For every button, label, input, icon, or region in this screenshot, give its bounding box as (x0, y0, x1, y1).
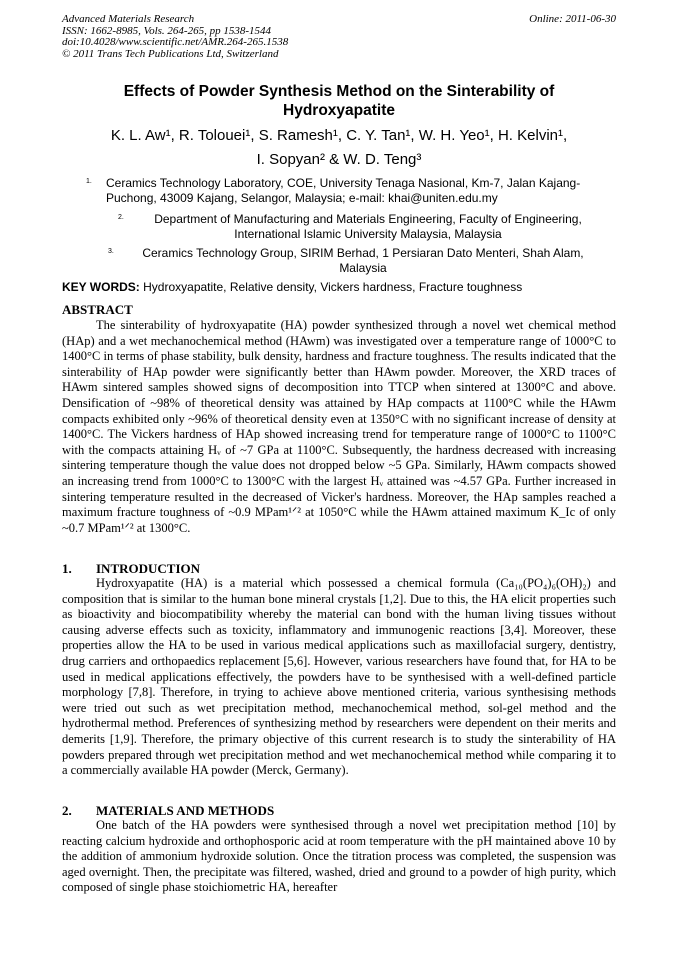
section-1-heading (62, 561, 616, 577)
affiliation-mark: 2. (118, 214, 124, 221)
affiliation-line: Puchong, 43009 Kajang, Selangor, Malaysia; e-mail: khai@uniten.edu.my (106, 191, 498, 205)
authors-line-1: K. L. Aw¹, R. Tolouei¹, S. Ramesh¹, C. Y. Tan¹, W. H. Yeo¹, H. Kelvin¹, (110, 127, 568, 144)
section-title: INTRODUCTION (96, 561, 201, 576)
keywords-text: Hydroxyapatite, Relative density, Vickers hardness, Fracture toughness (143, 280, 523, 294)
authors-line-2: I. Sopyan² & W. D. Teng³ (256, 151, 422, 168)
section-2-heading (62, 803, 616, 819)
keywords-label: KEY WORDS: (62, 280, 140, 294)
affiliation-line: International Islamic University Malaysia, Malaysia (234, 227, 502, 241)
paper-title (62, 82, 616, 120)
journal-header (62, 14, 616, 60)
abstract-text: The sinterability of hydroxyapatite (HA) powder synthesized through a novel wet chemical method (HAp) and a wet mechanochemical method (HAwm) was investigated over a temperature range of 1000°C to 1400°C in terms of phase stability, bulk density, hardness and fracture toughness. The results indicated that the sinterability of HAp powder were significantly better than HAwm powder. Moreover, the XRD traces of HAwm sintered samples showed signs of decomposition into TTCP when sintered at 1300°C and above. Densification of ~98% of theoretical density was attained by HAp compacts at 1100°C while the HAwm compacts exhibited only ~96% of theoretical density even at 1350°C with no significant increase of density at 1400°C. The Vickers hardness of HAp showed increasing trend for temperature range of 1000°C to 1100°C with the compacts attaining Hᵥ of ~7 GPa at 1100°C. Subsequently, the hardness decreased with increasing sintering temperature though the value does not dropped below ~5 GPa. Similarly, HAwm compacts showed an increasing trend from 1000°C to 1300°C with the largest Hᵥ attained was ~4.57 GPa. Further increased in sintering temperature resulted in the decreased of Vicker's hardness. Moreover, the HAp samples reached a maximum fracture toughness of ~0.9 MPam¹ᐟ² at 1050°C while the HAwm attained maximum K_Ic of only ~0.7 MPam¹ᐟ² at 1300°C. (62, 318, 616, 535)
section-title: MATERIALS AND METHODS (96, 803, 275, 818)
methods-text: One batch of the HA powders were synthesised through a novel wet precipitation method [10] by reacting calcium hydroxide and orthophosporic acid at room temperature with the pH maintained above 10 by the addition of ammonium hydroxide solution. Once the titration process was completed, the suspension was aged overnight. Then, the precipitate was filtered, washed, dried and ground to a powder of high purity, which composed of single phase stoichiometric HA, hereafter (62, 818, 616, 895)
author-list (62, 124, 616, 172)
affiliation-line: Ceramics Technology Group, SIRIM Berhad, 1 Persiaran Dato Menteri, Shah Alam, (142, 246, 584, 260)
copyright-line: © 2011 Trans Tech Publications Ltd, Switzerland (62, 47, 279, 60)
affiliation-line: Department of Manufacturing and Materials Engineering, Faculty of Engineering, (154, 212, 582, 226)
online-date: Online: 2011-06-30 (529, 13, 616, 25)
abstract-heading-text: ABSTRACT (62, 302, 133, 317)
affiliation-2 (118, 212, 618, 242)
title-line-2: Hydroxyapatite (283, 102, 395, 119)
affiliation-3 (108, 246, 618, 276)
keywords (62, 280, 616, 294)
affiliation-mark: 3. (108, 248, 114, 255)
affiliation-1 (86, 176, 616, 206)
affiliation-line: Ceramics Technology Laboratory, COE, University Tenaga Nasional, Km-7, Jalan Kajang- (106, 176, 581, 190)
introduction-text: Hydroxyapatite (HA) is a material which possessed a chemical formula (Ca₁₀(PO₄)₆(OH)₂) and composition that is similar to the human bone mineral crystals [1,2]. Due to this, the HA elicit properties such as bioactivity and biocompatibility whereby the material can bond with the human living tissues without causing adverse effects such as toxicity, inflammatory and immunogenic reactions [3,4]. Moreover, these properties allow the HA to be used in various medical applications such as maxillofacial surgery, dentistry, drug carriers and orthopaedics replacement [5,6]. However, various researchers have found that, for HA to be used in medical applications effectively, the powders have to be synthesised with a well-defined particle morphology [7,8]. Therefore, in trying to achieve above mentioned criteria, various synthesising methods were tried out such as wet precipitation method, mechanochemical method, sol-gel method and the hydrothermal method. Preferences of synthesizing method by researchers were dependent on their merits and demerits [1,9]. Therefore, the primary objective of this current research is to study the sinterability of HA powders prepared through wet precipitation method and wet mechanochemical method while comparing it to a commercially available HA powder (Merck, Germany). (62, 576, 616, 778)
affiliation-mark: 1. (86, 178, 92, 185)
doi-line: doi:10.4028/www.scientific.net/AMR.264-265.1538 (62, 36, 289, 49)
issn-line: ISSN: 1662-8985, Vols. 264-265, pp 1538-1544 (62, 24, 271, 37)
section-number: 2. (62, 803, 72, 818)
title-line-1: Effects of Powder Synthesis Method on the Sinterability of (123, 83, 555, 100)
abstract-heading (62, 302, 616, 318)
journal-name: Advanced Materials Research (62, 13, 195, 25)
affiliation-line: Malaysia (339, 261, 387, 275)
section-number: 1. (62, 561, 72, 576)
